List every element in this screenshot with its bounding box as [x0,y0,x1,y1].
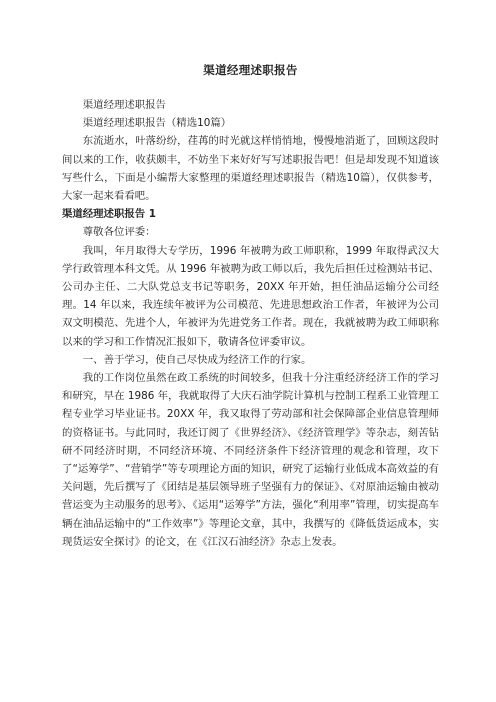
subtitle-line: 渠道经理述职报告 [82,99,166,111]
subtitle-selected-line: 渠道经理述职报告（精选10篇） [82,117,232,130]
salutation: 尊敬各位评委： [82,226,156,239]
body-paragraph-2: 我的工作岗位虽然在政工系统的时间较多，但我十分注重经济经济工作的学习和研究，早在 1986 年，我就取得了大庆石油学院计算机与控制工程系工业管理工程专业学习毕业证书。20XX 年，我又取得了劳动部和社会保障部企业信息管理师的资格证书。与此同时，我还订阅了《世界经济》、《经济管理学》等杂志，刻苦钻研不同经济时期，不同经济环境、不同经济条件下经济管理的观念和管理，攻下了“运筹学”、“营销学”等专项理论方面的知识，研究了运输行业低成本高效益的有关问题，先后撰写了《团结是基层领导班子坚强有力的保证》、《对原油运输由被动营运变为主动服务的思考》、《运用“运筹学”方法，强化“利用率”管理，切实提高车辆在油品运输中的“工作效率”》等理论文章，其中，我撰写的《降低货运成本，实现货运安全探讨》的论文，在《江汉石油经济》杂志上发表。 [62,372,439,548]
section-heading: 渠道经理述职报告 1 [62,208,156,221]
document-title: 渠道经理述职报告 [203,63,298,77]
numbered-point-1: 一、善于学习，使自己尽快成为经济工作的行家。 [82,353,312,366]
intro-paragraph: 东流逝水，叶落纷纷，荏苒的时光就这样悄悄地，慢慢地消逝了，回顾这段时间以来的工作，收获颇丰，不妨坐下来好好写写述职报告吧！但是却发现不知道该写些什么，下面是小编帮大家整理的渠道经理述职报告（精选10篇），仅供参考，大家一起来看看吧。 [62,135,439,203]
body-paragraph-1: 我叫，年月取得大专学历，1996 年被聘为政工师职称，1999 年取得武汉大学行政管理本科文凭。从 1996 年被聘为政工师以后，我先后担任过检测站书记、公司办主任、二大队党总支书记等职务，20XX 年开始，担任油品运输分公司经理。14 年以来，我连续年被评为公司模范、先进思想政治工作者，年被评为公司双文明模范、先进个人，年被评为先进党务工作者。现在，我就被聘为政工师职称以来的学习和工作情况汇报如下，敬请各位评委审议。 [62,244,439,348]
